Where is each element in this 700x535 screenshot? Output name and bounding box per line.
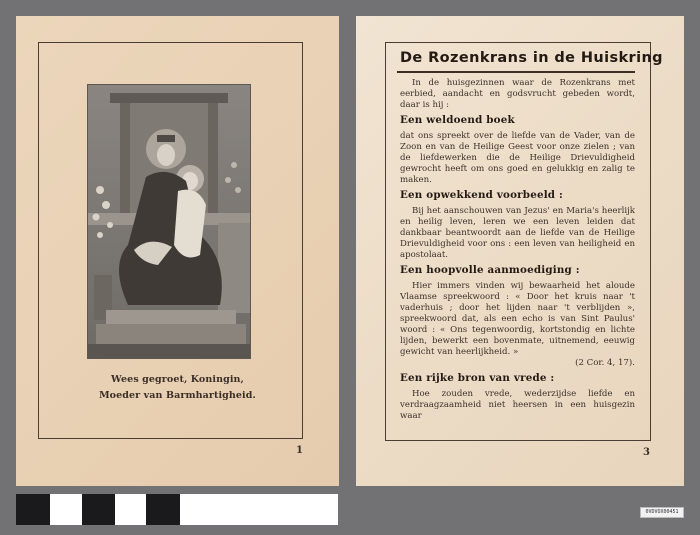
section-heading: Een rijke bron van vrede : xyxy=(400,372,555,384)
madonna-image xyxy=(87,84,251,359)
section-text: Hier immers vinden wij bewaarheid het aloude Vlaamse spreekwoord : « Door het kruis naar 't vaderhuis ; door het lijden naar 't verblijden », spreekwoord dat, als een echo is van Sint Paulus' woord : « Ons tegenwoordig, kortstondig en lichte lijden, bewerkt een bovenmate, uitnemend, eeuwig gewicht van heerlijkheid. » xyxy=(400,281,635,357)
section-heading: Een opwekkend voorbeeld : xyxy=(400,189,563,201)
section-heading: Een hoopvolle aanmoediging : xyxy=(400,264,580,276)
article-body xyxy=(400,78,635,422)
page-title: De Rozenkrans in de Huiskring xyxy=(400,50,663,66)
page-number-left: 1 xyxy=(296,445,303,456)
caption-line-1: Wees gegroet, Koningin, xyxy=(111,374,244,385)
madonna-illustration-icon xyxy=(88,85,250,358)
section-text: Bij het aanschouwen van Jezus' en Maria's heerlijk en heilig leven, leren we een leven leiden dat dankbaar beantwoordt aan de liefde van de Heilige Drievuldigheid voor ons : een leven van heiligheid en apostolaat. xyxy=(400,206,635,260)
page-number-right: 3 xyxy=(643,447,650,458)
archive-label: 0VDVOX00451 xyxy=(640,507,684,518)
section-heading: Een weldoend boek xyxy=(400,114,515,126)
color-scale-bar xyxy=(16,494,338,525)
scale-block-black xyxy=(82,494,115,525)
scripture-reference: (2 Cor. 4, 17). xyxy=(575,358,635,368)
section-text: Hoe zouden vrede, wederzijdse liefde en verdraagzaamheid niet heersen in een huisgezin waar xyxy=(400,389,635,421)
intro-paragraph: In de huisgezinnen waar de Rozenkrans met eerbied, aandacht en godsvrucht gebeden wordt, daar is hij : xyxy=(400,78,635,110)
scale-block-black xyxy=(16,494,50,525)
left-page xyxy=(16,16,339,486)
section-text: dat ons spreekt over de liefde van de Vader, van de Zoon en van de Heilige Geest voor onze zielen ; van de liefdewerken die de Heilige Drievuldigheid gewrocht heeft om ons goed en gelukkig en zalig te maken. xyxy=(400,131,635,185)
caption-line-2: Moeder van Barmhartigheid. xyxy=(99,390,256,401)
right-page xyxy=(356,16,684,486)
title-underline xyxy=(397,71,635,73)
scale-block-black xyxy=(146,494,180,525)
